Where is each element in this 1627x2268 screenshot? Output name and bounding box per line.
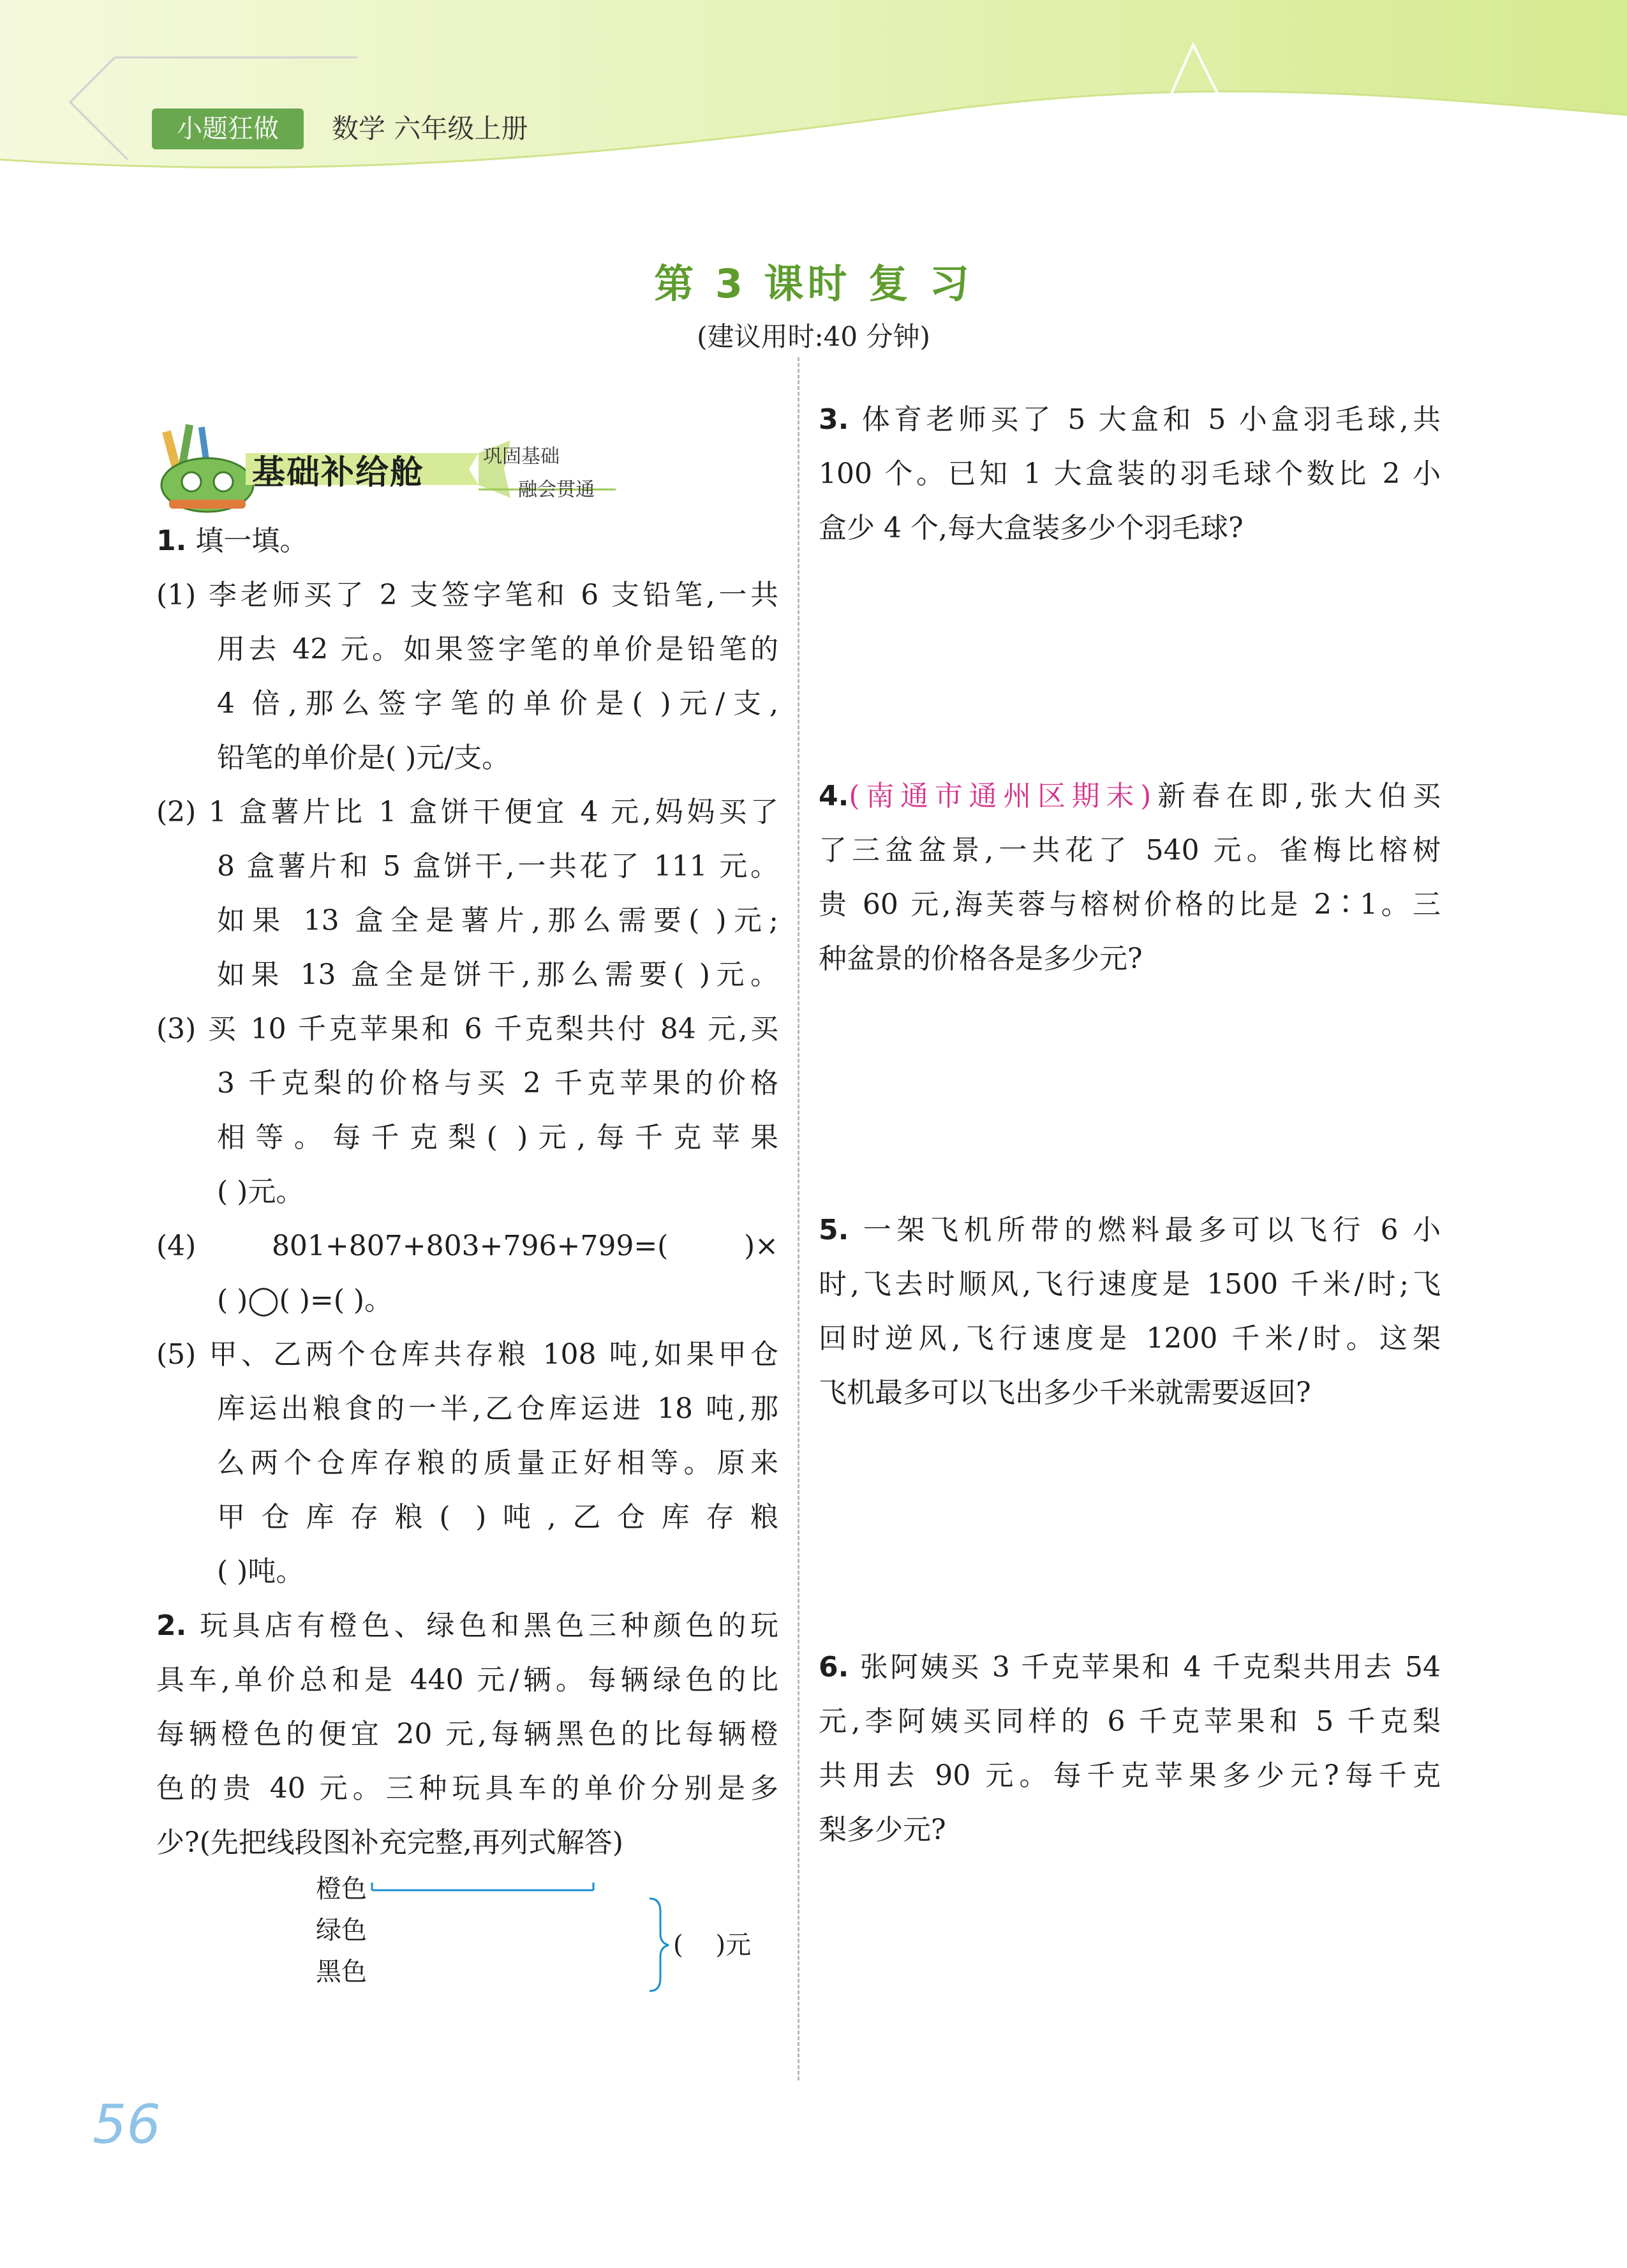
text-line: 100 个。已知 1 大盒装的羽毛球个数比 2 小 bbox=[819, 458, 1441, 490]
orange-segment bbox=[372, 1883, 593, 1890]
text-line: 如果 13 盒全是饼干,那么需要( )元。 bbox=[217, 959, 778, 991]
text-line: 甲仓库存粮( )吨,乙仓库存粮 bbox=[217, 1501, 778, 1533]
question-number: 2. bbox=[156, 1609, 187, 1642]
text-line: 盒少 4 个,每大盒装多少个羽毛球? bbox=[819, 512, 1244, 544]
text-line bbox=[819, 1203, 1441, 1257]
text-line: 4 倍,那么签字笔的单价是( )元/支, bbox=[217, 687, 778, 720]
question-text: 填一填。 bbox=[186, 525, 308, 557]
text-line: 相等。每千克梨( )元,每千克苹果 bbox=[217, 1121, 778, 1154]
lesson-title: 第 3 课时 复 习 bbox=[654, 260, 973, 307]
question-text: 张阿姨买 3 千克苹果和 4 千克梨共用去 54 bbox=[849, 1651, 1441, 1683]
text-line bbox=[819, 769, 1441, 823]
text-line: 铅笔的单价是( )元/支。 bbox=[217, 742, 510, 774]
question-3 bbox=[819, 392, 1441, 555]
question-1-part-5 bbox=[156, 1327, 778, 1599]
text-line: 每辆橙色的便宜 20 元,每辆黑色的比每辆橙 bbox=[156, 1718, 778, 1750]
capsule-icon bbox=[161, 424, 253, 512]
question-2 bbox=[156, 1599, 778, 1870]
question-text: 新春在即,张大伯买 bbox=[1151, 780, 1441, 812]
book-info: 数学 六年级上册 bbox=[332, 113, 528, 144]
question-number: 4. bbox=[819, 780, 849, 812]
text-line: 3 千克梨的价格与买 2 千克苹果的价格 bbox=[217, 1067, 778, 1100]
text-line: 用去 42 元。如果签字笔的单价是铅笔的 bbox=[217, 633, 778, 666]
question-text: 玩具店有橙色、绿色和黑色三种颜色的玩 bbox=[186, 1609, 778, 1642]
text-line: 色的贵 40 元。三种玩具车的单价分别是多 bbox=[156, 1772, 778, 1805]
text-line: (1) 李老师买了 2 支签字笔和 6 支铅笔,一共 bbox=[156, 579, 778, 611]
total-brace bbox=[650, 1899, 669, 1991]
text-line: 么两个仓库存粮的质量正好相等。原来 bbox=[217, 1447, 778, 1479]
text-line: 少?(先把线段图补充完整,再列式解答) bbox=[156, 1826, 623, 1859]
text-line: (4) 801+807+803+796+799=( )× bbox=[156, 1230, 778, 1262]
text-line: 元,李阿姨买同样的 6 千克苹果和 5 千克梨 bbox=[819, 1705, 1441, 1738]
question-1-part-1 bbox=[156, 568, 778, 785]
text-line: (5) 甲、乙两个仓库共存粮 108 吨,如果甲仓 bbox=[156, 1338, 778, 1371]
text-line: 8 盒薯片和 5 盒饼干,一共花了 111 元。 bbox=[217, 850, 778, 883]
question-text: 一架飞机所带的燃料最多可以飞行 6 小 bbox=[849, 1214, 1441, 1246]
question-1-part-4 bbox=[156, 1219, 778, 1327]
question-source: (南通市通州区期末) bbox=[849, 780, 1152, 812]
question-number: 5. bbox=[819, 1214, 849, 1246]
question-number: 6. bbox=[819, 1651, 849, 1683]
text-line: 种盆景的价格各是多少元? bbox=[819, 943, 1143, 975]
text-line: (2) 1 盒薯片比 1 盒饼干便宜 4 元,妈妈买了 bbox=[156, 796, 778, 828]
text-line: 飞机最多可以飞出多少千米就需要返回? bbox=[819, 1376, 1311, 1409]
total-label: ( )元 bbox=[673, 1930, 752, 1960]
time-hint: (建议用时:40 分钟) bbox=[697, 321, 930, 352]
question-5 bbox=[819, 1203, 1441, 1420]
section-title: 基础补给舱 bbox=[252, 454, 425, 492]
label-green: 绿色 bbox=[316, 1916, 367, 1945]
page-number: 56 bbox=[93, 2093, 161, 2156]
question-1-part-3 bbox=[156, 1002, 778, 1219]
line-segment-diagram bbox=[300, 1863, 798, 2010]
question-6 bbox=[819, 1640, 1441, 1857]
text-line bbox=[819, 1640, 1441, 1694]
left-column bbox=[156, 514, 778, 1870]
text-line: 贵 60 元,海芙蓉与榕树价格的比是 2∶1。三 bbox=[819, 888, 1441, 921]
label-black: 黑色 bbox=[316, 1957, 367, 1987]
text-line: 了三盆盆景,一共花了 540 元。雀梅比榕树 bbox=[819, 834, 1441, 867]
text-line: 回时逆风,飞行速度是 1200 千米/时。这架 bbox=[819, 1322, 1441, 1355]
text-line: ( )元。 bbox=[217, 1175, 304, 1208]
question-number: 3. bbox=[819, 403, 849, 436]
text-line: 梨多少元? bbox=[819, 1814, 946, 1846]
column-divider bbox=[798, 357, 799, 2080]
question-number: 1. bbox=[156, 525, 187, 557]
question-1-title bbox=[156, 514, 778, 568]
text-line: 库运出粮食的一半,乙仓库运进 18 吨,那 bbox=[217, 1392, 778, 1425]
text-line: (3) 买 10 千克苹果和 6 千克梨共付 84 元,买 bbox=[156, 1013, 778, 1045]
question-text: 体育老师买了 5 大盒和 5 小盒羽毛球,共 bbox=[849, 403, 1441, 436]
text-line: ( )◯( )=( )。 bbox=[217, 1284, 393, 1317]
label-orange: 橙色 bbox=[316, 1874, 367, 1904]
series-badge: 小题狂做 bbox=[152, 108, 304, 149]
question-1-part-2 bbox=[156, 785, 778, 1002]
text-line: 如果 13 盒全是薯片,那么需要( )元; bbox=[217, 904, 778, 937]
text-line: ( )吨。 bbox=[217, 1555, 304, 1588]
section-tag-line2: 融会贯通 bbox=[518, 479, 595, 501]
header-background bbox=[0, 0, 1627, 191]
section-tag-line1: 巩固基础 bbox=[483, 445, 560, 468]
text-line: 共用去 90 元。每千克苹果多少元?每千克 bbox=[819, 1759, 1441, 1792]
text-line: 时,飞去时顺风,飞行速度是 1500 千米/时;飞 bbox=[819, 1268, 1441, 1301]
question-4 bbox=[819, 769, 1441, 986]
text-line: 具车,单价总和是 440 元/辆。每辆绿色的比 bbox=[156, 1664, 778, 1696]
text-line bbox=[819, 392, 1441, 447]
text-line bbox=[156, 1599, 778, 1653]
